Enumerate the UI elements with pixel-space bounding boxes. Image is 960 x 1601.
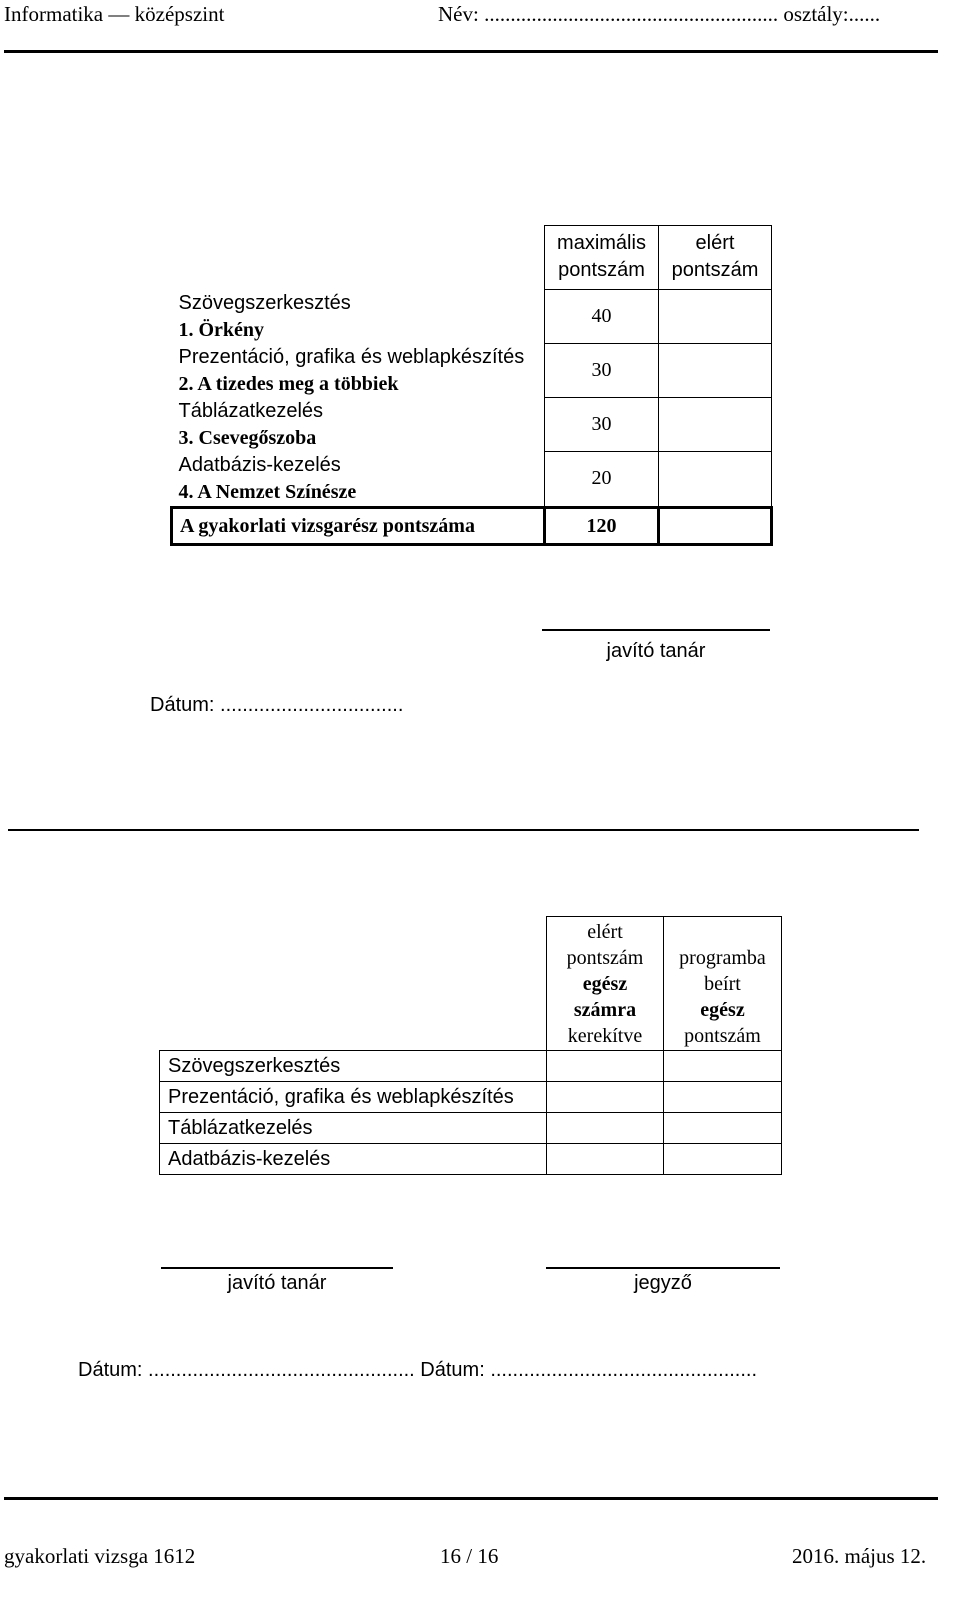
- rounded-row-label: Adatbázis-kezelés: [160, 1144, 547, 1175]
- rounded-row-value[interactable]: [547, 1051, 664, 1082]
- header-name-class: Név: ........................................................ osztály:......: [438, 2, 881, 26]
- score-row-label: Szövegszerkesztés 1. Örkény: [178, 291, 351, 341]
- footer-page-number: 16 / 16: [440, 1544, 499, 1568]
- score-row: [172, 398, 772, 452]
- score-row-max: 30: [545, 344, 659, 398]
- entered-row-value[interactable]: [664, 1082, 782, 1113]
- score-table: [170, 225, 773, 546]
- rounded-row: [160, 1113, 782, 1144]
- score-row-achieved[interactable]: [659, 344, 772, 398]
- score-total-max: 120: [545, 507, 659, 544]
- score-row-max: 20: [545, 452, 659, 508]
- score-row-label: Táblázatkezelés 3. Csevegőszoba: [178, 399, 324, 449]
- score-total-row: [172, 507, 772, 544]
- score-row-achieved[interactable]: [659, 452, 772, 508]
- score-row-max: 30: [545, 398, 659, 452]
- rounded-row: [160, 1051, 782, 1082]
- rounded-row: [160, 1144, 782, 1175]
- rounded-row-label: Táblázatkezelés: [160, 1113, 547, 1144]
- footer-exam-code: gyakorlati vizsga 1612: [4, 1544, 196, 1568]
- entered-row-value[interactable]: [664, 1113, 782, 1144]
- rounded-row-value[interactable]: [547, 1144, 664, 1175]
- score-row: [172, 290, 772, 344]
- col-achieved-header: elért pontszám: [659, 226, 772, 290]
- score-row-achieved[interactable]: [659, 398, 772, 452]
- signature-line-teacher: [542, 629, 770, 631]
- footer-date: 2016. május 12.: [792, 1544, 927, 1568]
- header-subject: Informatika — középszint: [4, 2, 225, 26]
- signature-line-registrar: [546, 1267, 780, 1269]
- col-rounded-header: elért pontszám egész számra kerekítve: [547, 917, 664, 1051]
- rounded-row: [160, 1082, 782, 1113]
- rounded-table-header-row: [160, 917, 782, 1051]
- entered-row-value[interactable]: [664, 1144, 782, 1175]
- score-table-header-row: [172, 226, 772, 290]
- section-divider: [8, 829, 919, 831]
- score-row-label: Adatbázis-kezelés 4. A Nemzet Színésze: [178, 453, 357, 503]
- col-entered-header: programba beírt egész pontszám: [664, 917, 782, 1051]
- rounded-row-value[interactable]: [547, 1113, 664, 1144]
- footer-rule: [4, 1497, 938, 1500]
- rounded-row-label: Prezentáció, grafika és weblapkészítés: [160, 1082, 547, 1113]
- score-row: [172, 344, 772, 398]
- signature-line-teacher-2: [161, 1267, 393, 1269]
- rounded-row-label: Szövegszerkesztés: [160, 1051, 547, 1082]
- score-total-achieved[interactable]: [659, 507, 772, 544]
- score-total-label: A gyakorlati vizsgarész pontszáma: [172, 507, 545, 544]
- score-row: [172, 452, 772, 508]
- rounded-score-table: [159, 916, 782, 1175]
- score-row-max: 40: [545, 290, 659, 344]
- rounded-row-value[interactable]: [547, 1082, 664, 1113]
- teacher-label: javító tanár: [606, 640, 706, 662]
- header-rule: [4, 50, 938, 53]
- date-field: Dátum: .................................: [150, 694, 404, 716]
- score-row-achieved[interactable]: [659, 290, 772, 344]
- col-max-header: maximális pontszám: [545, 226, 659, 290]
- teacher-label-2: javító tanár: [227, 1272, 327, 1294]
- registrar-label: jegyző: [634, 1272, 692, 1294]
- score-row-label: Prezentáció, grafika és weblapkészítés 2. A tizedes meg a többiek: [178, 345, 525, 395]
- date-fields: Dátum: ................................................ Dátum: ................................................: [78, 1359, 758, 1381]
- entered-row-value[interactable]: [664, 1051, 782, 1082]
